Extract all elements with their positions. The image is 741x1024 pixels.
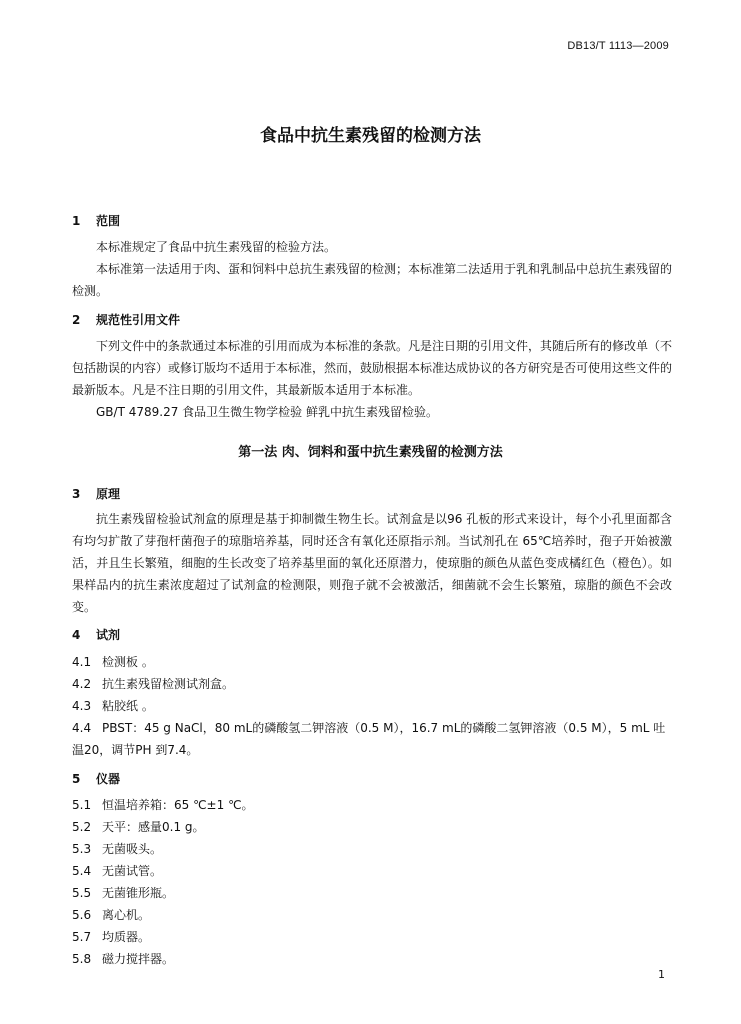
item-text: 磁力搅拌器。 <box>102 952 175 966</box>
section-number: 4 <box>72 628 81 642</box>
item-text: 无菌吸头。 <box>102 842 163 856</box>
item-text: 均质器。 <box>102 930 151 944</box>
section-title: 范围 <box>96 214 121 228</box>
list-item <box>72 904 672 926</box>
paragraph: 抗生素残留检验试剂盒的原理是基于抑制微生物生长。试剂盒是以96 孔板的形式来设计，每个小孔里面都含有均匀扩散了芽孢杆菌孢子的琼脂培养基，同时还含有氧化还原指示剂。当试剂孔在 65℃培养时，孢子开始被激活，并且生长繁殖，细胞的生长改变了培养基里面的氧化还原潜力，使琼脂的颜色从蓝色变成橘红色（橙色）。如果样品内的抗生素浓度超过了试剂盒的检测限，则孢子就不会被激活，细菌就不会生长繁殖，琼脂的颜色不会改变。 <box>72 512 672 614</box>
item-number: 5.6 <box>72 908 92 922</box>
item-number: 5.1 <box>72 798 92 812</box>
item-text: 粘胶纸 。 <box>102 699 154 713</box>
item-text: 检测板 。 <box>102 655 154 669</box>
list-item <box>72 673 672 695</box>
section-title: 规范性引用文件 <box>96 313 181 327</box>
section-heading-refs <box>72 311 180 328</box>
list-item <box>72 695 672 717</box>
section-number: 1 <box>72 214 81 228</box>
paragraph: 下列文件中的条款通过本标准的引用而成为本标准的条款。凡是注日期的引用文件，其随后所有的修改单（不包括勘误的内容）或修订版均不适用于本标准，然而，鼓励根据本标准达成协议的各方研究是否可使用这些文件的最新版本。凡是不注日期的引用文件，其最新版本适用于本标准。 <box>72 339 673 397</box>
item-text: 天平：感量0.1 g。 <box>102 820 205 834</box>
item-number: 5.3 <box>72 842 92 856</box>
standard-code: DB13/T 1113—2009 <box>567 40 669 52</box>
section-title: 仪器 <box>96 772 121 786</box>
item-number: 5.4 <box>72 864 92 878</box>
item-text: 恒温培养箱：65 ℃±1 ℃。 <box>102 798 254 812</box>
section-number: 2 <box>72 313 81 327</box>
item-text: 无菌试管。 <box>102 864 163 878</box>
item-number: 4.4 <box>72 721 92 735</box>
document-title: 食品中抗生素残留的检测方法 <box>260 126 481 146</box>
section-title: 试剂 <box>96 628 121 642</box>
section-number: 3 <box>72 487 81 501</box>
item-number: 5.8 <box>72 952 92 966</box>
item-text: 抗生素残留检测试剂盒。 <box>102 677 235 691</box>
list-item <box>72 882 672 904</box>
section-heading-instruments <box>72 770 120 787</box>
page-number: 1 <box>658 968 665 981</box>
paragraph: 本标准规定了食品中抗生素残留的检验方法。 <box>96 240 337 254</box>
list-item <box>72 860 672 882</box>
section-heading-scope <box>72 212 120 229</box>
item-text: 离心机。 <box>102 908 151 922</box>
section-heading-reagents <box>72 626 120 643</box>
item-number: 4.3 <box>72 699 92 713</box>
section-number: 5 <box>72 772 81 786</box>
item-number: 5.2 <box>72 820 92 834</box>
list-item <box>72 794 672 816</box>
paragraph: GB/T 4789.27 食品卫生微生物学检验 鲜乳中抗生素残留检验。 <box>96 405 438 419</box>
item-number: 4.2 <box>72 677 92 691</box>
item-text: PBST：45 g NaCl，80 mL的磷酸氢二钾溶液（0.5 M），16.7 mL的磷酸二氢钾溶液（0.5 M），5 mL 吐温20，调节PH 到7.4。 <box>72 721 666 757</box>
list-item <box>72 838 672 860</box>
list-item <box>72 717 672 761</box>
list-item <box>72 948 672 970</box>
list-item <box>72 651 672 673</box>
list-item <box>72 926 672 948</box>
item-text: 无菌锥形瓶。 <box>102 886 175 900</box>
section-title: 原理 <box>96 487 121 501</box>
item-number: 5.7 <box>72 930 92 944</box>
item-number: 5.5 <box>72 886 92 900</box>
section-heading-principle <box>72 485 120 502</box>
item-number: 4.1 <box>72 655 92 669</box>
method-title: 第一法 肉、饲料和蛋中抗生素残留的检测方法 <box>238 445 503 460</box>
list-item <box>72 816 672 838</box>
paragraph: 本标准第一法适用于肉、蛋和饲料中总抗生素残留的检测；本标准第二法适用于乳和乳制品中总抗生素残留的检测。 <box>72 262 673 298</box>
